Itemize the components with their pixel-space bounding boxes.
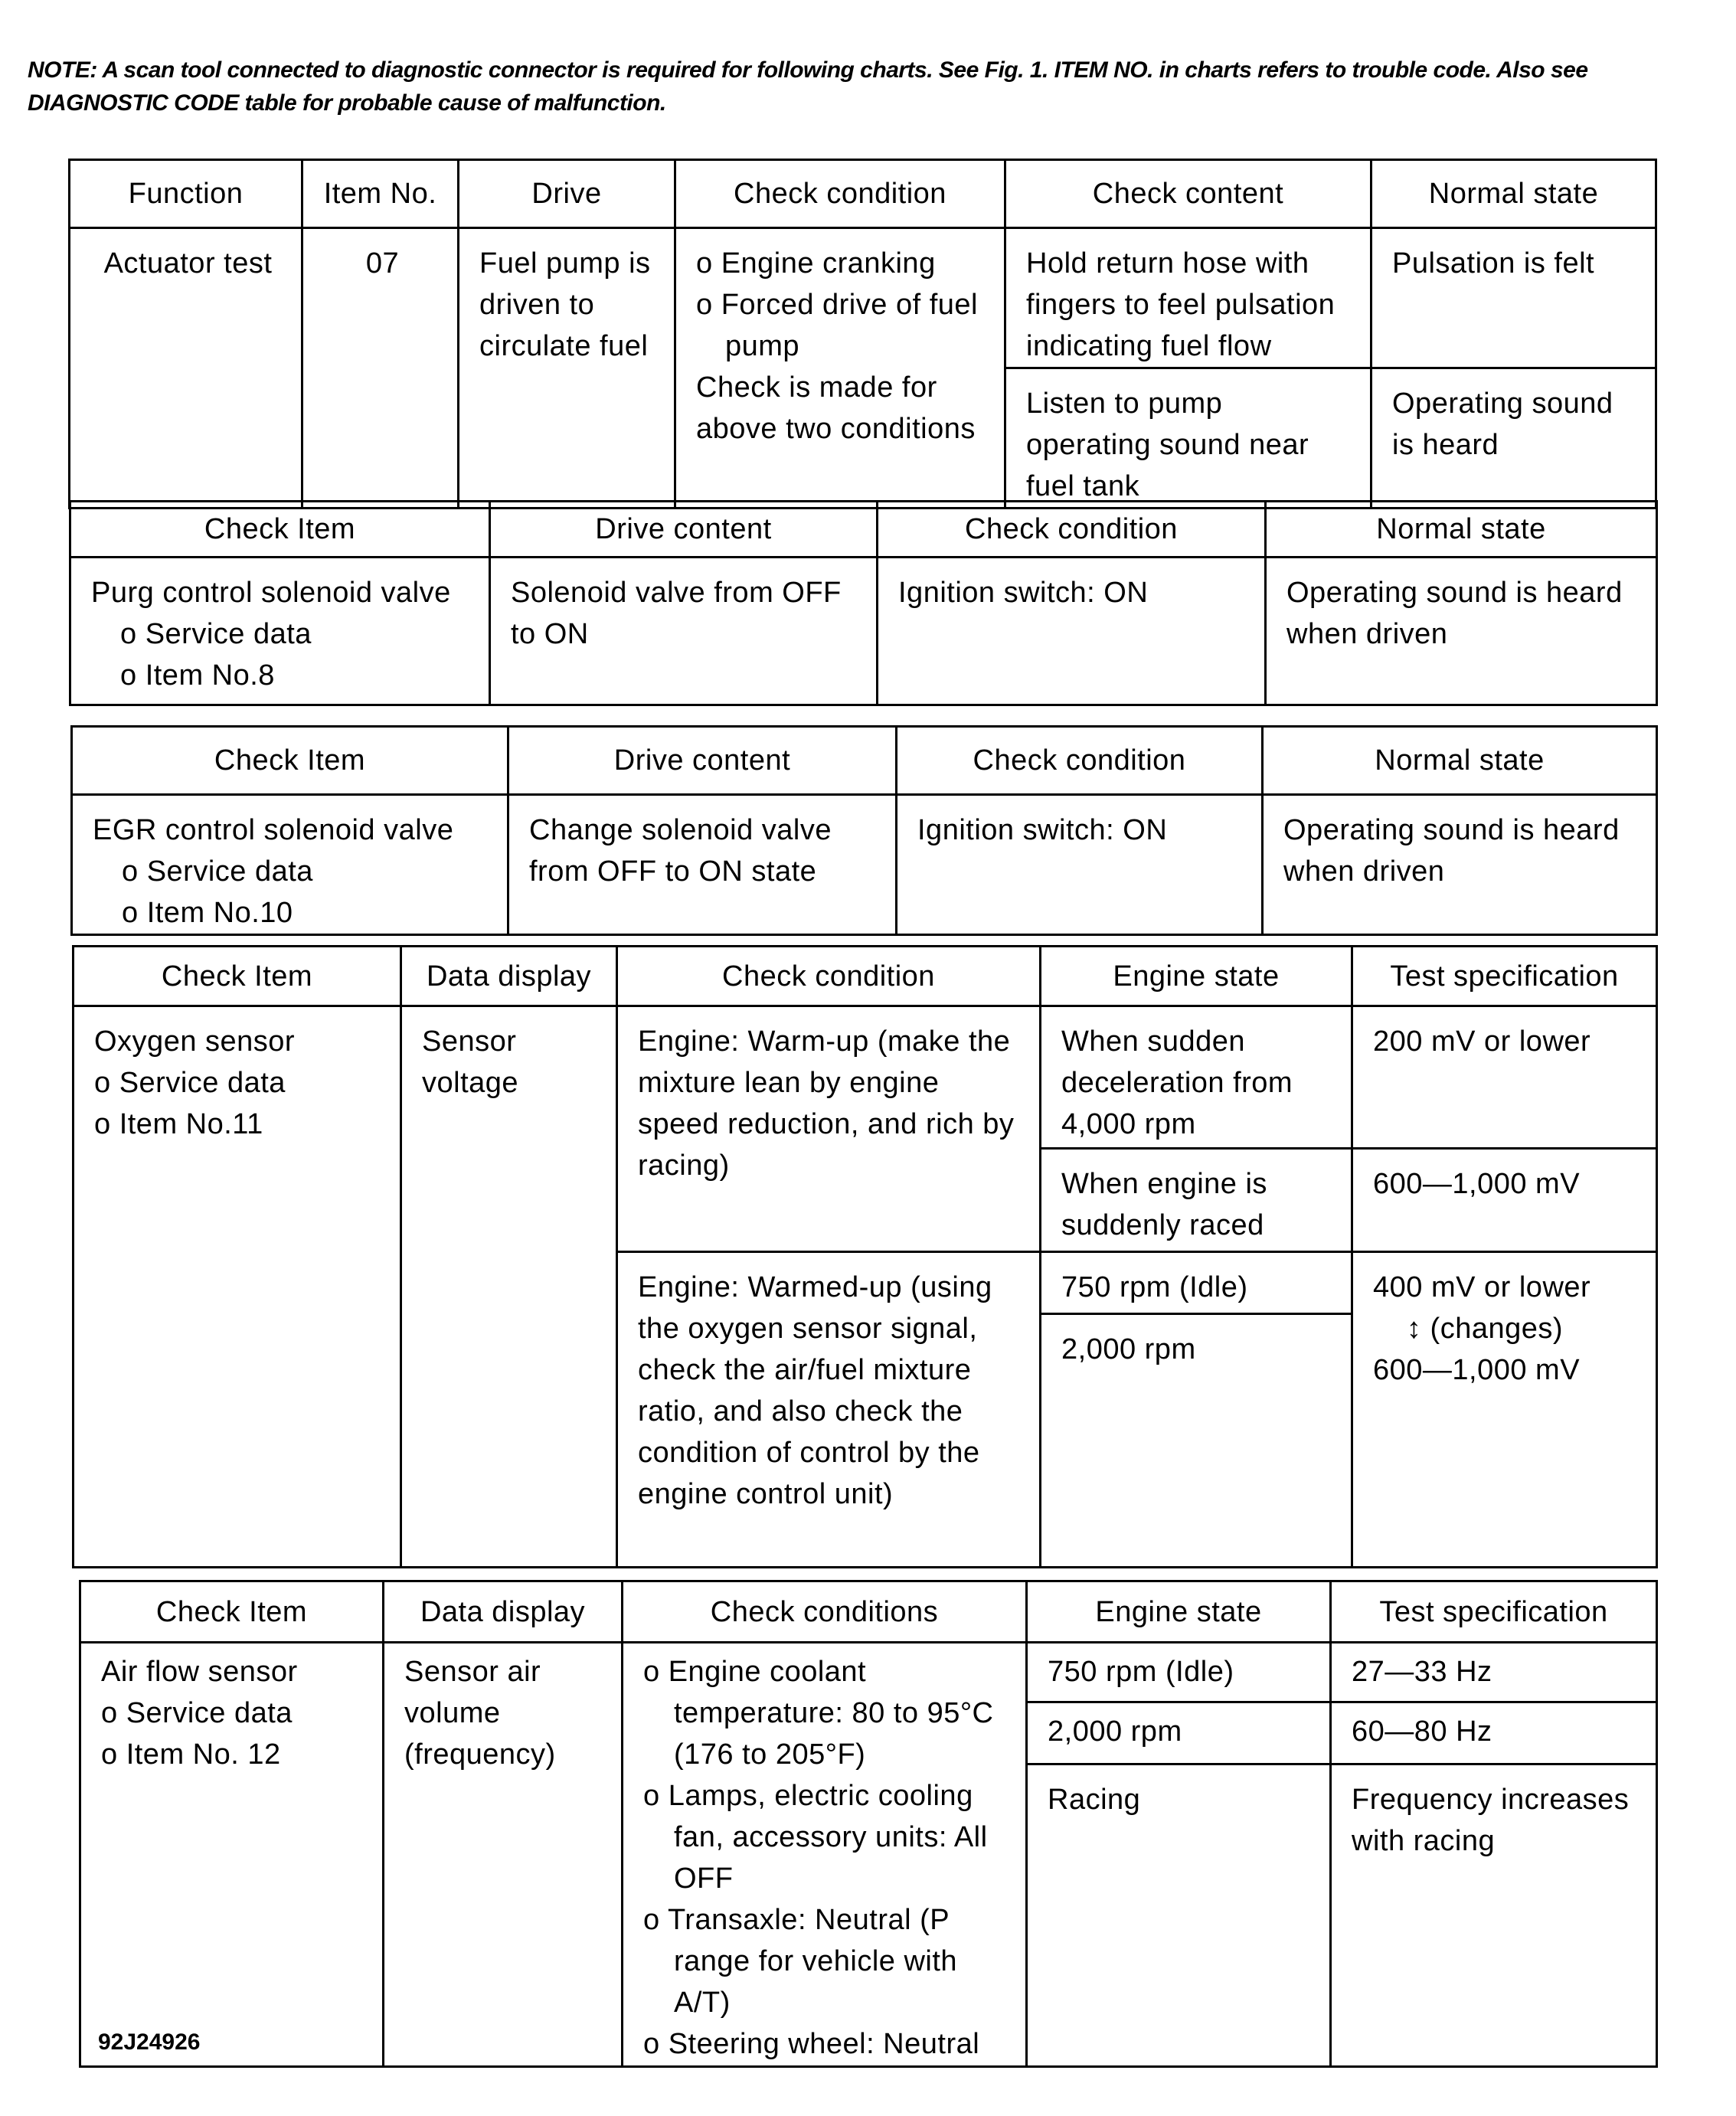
condition-line: o Forced drive of fuel bbox=[696, 289, 978, 321]
function-cell: Actuator test bbox=[70, 228, 302, 509]
engine-state-cell: When sudden deceleration from 4,000 rpm bbox=[1041, 1006, 1352, 1149]
header-test-specification: Test specification bbox=[1331, 1581, 1657, 1643]
header-data-display: Data display bbox=[401, 947, 617, 1006]
check-condition-cell bbox=[675, 228, 1005, 509]
normal-state-cell: Operating sound is heard when driven bbox=[1266, 558, 1657, 705]
item-name: Air flow sensor bbox=[101, 1656, 298, 1688]
engine-state-cell: When engine is suddenly raced bbox=[1041, 1149, 1352, 1252]
check-item-cell bbox=[80, 1643, 384, 2067]
condition-line: o Transaxle: Neutral (P range for vehicle with A/T) bbox=[643, 1904, 958, 2019]
test-spec-cell: Frequency increases with racing bbox=[1331, 1764, 1657, 2067]
check-item-cell bbox=[72, 795, 508, 935]
header-check-condition: Check condition bbox=[675, 160, 1005, 228]
item-sub: o Item No.8 bbox=[120, 659, 275, 692]
item-sub: o Service data bbox=[122, 855, 313, 888]
condition-line: o Lamps, electric cooling fan, accessory units: All OFF bbox=[643, 1780, 988, 1895]
data-display-cell: Sensor voltage bbox=[401, 1006, 617, 1568]
normal-state-cell: Pulsation is felt bbox=[1371, 228, 1656, 368]
spec-line: 600—1,000 mV bbox=[1373, 1354, 1581, 1386]
header-check-item: Check Item bbox=[70, 502, 490, 558]
check-conditions-cell bbox=[623, 1643, 1027, 2067]
check-condition-cell: Ignition switch: ON bbox=[897, 795, 1263, 935]
header-check-condition: Check condition bbox=[617, 947, 1041, 1006]
header-check-content: Check content bbox=[1005, 160, 1371, 228]
header-test-specification: Test specification bbox=[1352, 947, 1657, 1006]
normal-state-cell: Operating sound is heard bbox=[1371, 368, 1656, 509]
test-spec-cell: 27—33 Hz bbox=[1331, 1643, 1657, 1702]
item-sub: o Item No.11 bbox=[94, 1108, 263, 1140]
condition-line: o Engine cranking bbox=[696, 247, 936, 280]
item-no-cell: 07 bbox=[302, 228, 459, 509]
check-item-cell bbox=[74, 1006, 401, 1568]
test-spec-cell: 60—80 Hz bbox=[1331, 1702, 1657, 1764]
item-sub: o Service data bbox=[101, 1697, 293, 1729]
check-content-cell: Hold return hose with fingers to feel pulsation indicating fuel flow bbox=[1005, 228, 1371, 368]
header-check-item: Check Item bbox=[72, 727, 508, 795]
engine-state-cell: 750 rpm (Idle) bbox=[1041, 1252, 1352, 1314]
engine-state-cell: Racing bbox=[1027, 1764, 1331, 2067]
actuator-test-table bbox=[68, 159, 1657, 509]
item-name: EGR control solenoid valve bbox=[93, 814, 454, 846]
header-engine-state: Engine state bbox=[1027, 1581, 1331, 1643]
header-data-display: Data display bbox=[384, 1581, 623, 1643]
header-normal-state: Normal state bbox=[1266, 502, 1657, 558]
header-normal-state: Normal state bbox=[1263, 727, 1657, 795]
air-flow-sensor-table bbox=[79, 1580, 1658, 2068]
test-spec-cell bbox=[1352, 1252, 1657, 1568]
purge-solenoid-table bbox=[69, 500, 1658, 706]
header-function: Function bbox=[70, 160, 302, 228]
egr-solenoid-table bbox=[70, 725, 1658, 936]
spec-line: 400 mV or lower bbox=[1373, 1271, 1591, 1303]
note-text: NOTE: A scan tool connected to diagnostic connector is required for following charts. See Fig. 1. ITEM NO. in charts refers to trouble code. Also see DIAGNOSTIC CODE table for probable cause of malfunction. bbox=[28, 57, 1588, 116]
drive-cell: Fuel pump is driven to circulate fuel bbox=[459, 228, 675, 509]
header-check-item: Check Item bbox=[80, 1581, 384, 1643]
test-spec-cell: 600—1,000 mV bbox=[1352, 1149, 1657, 1252]
check-condition-cell: Ignition switch: ON bbox=[878, 558, 1266, 705]
data-display-cell: Sensor air volume (frequency) bbox=[384, 1643, 623, 2067]
engine-state-cell: 2,000 rpm bbox=[1041, 1314, 1352, 1568]
header-check-condition: Check condition bbox=[878, 502, 1266, 558]
normal-state-cell: Operating sound is heard when driven bbox=[1263, 795, 1657, 935]
item-sub: o Service data bbox=[94, 1067, 286, 1099]
header-item-no: Item No. bbox=[302, 160, 459, 228]
oxygen-sensor-table bbox=[72, 945, 1658, 1568]
check-condition-cell: Engine: Warmed-up (using the oxygen sensor signal, check the air/fuel mixture ratio, and also check the condition of control by the engine control unit) bbox=[617, 1252, 1041, 1568]
check-item-cell bbox=[70, 558, 490, 705]
spec-line: ↕ (changes) bbox=[1407, 1313, 1564, 1345]
engine-state-cell: 750 rpm (Idle) bbox=[1027, 1643, 1331, 1702]
condition-line: pump bbox=[725, 330, 800, 362]
header-check-condition: Check condition bbox=[897, 727, 1263, 795]
check-condition-cell: Engine: Warm-up (make the mixture lean by engine speed reduction, and rich by racing) bbox=[617, 1006, 1041, 1252]
test-spec-cell: 200 mV or lower bbox=[1352, 1006, 1657, 1149]
header-drive-content: Drive content bbox=[490, 502, 878, 558]
header-check-item: Check Item bbox=[74, 947, 401, 1006]
item-sub: o Service data bbox=[120, 618, 312, 650]
condition-line: o Engine coolant temperature: 80 to 95°C (176 to 205°F) bbox=[643, 1656, 994, 1771]
item-name: Oxygen sensor bbox=[94, 1025, 296, 1058]
check-content-cell: Listen to pump operating sound near fuel tank bbox=[1005, 368, 1371, 509]
header-drive: Drive bbox=[459, 160, 675, 228]
condition-line: o Steering wheel: Neutral bbox=[643, 2028, 980, 2060]
figure-code: 92J24926 bbox=[98, 2029, 201, 2055]
header-engine-state: Engine state bbox=[1041, 947, 1352, 1006]
header-normal-state: Normal state bbox=[1371, 160, 1656, 228]
item-sub: o Item No.10 bbox=[122, 897, 293, 929]
item-name: Purg control solenoid valve bbox=[91, 577, 451, 609]
engine-state-cell: 2,000 rpm bbox=[1027, 1702, 1331, 1764]
drive-content-cell: Change solenoid valve from OFF to ON state bbox=[508, 795, 897, 935]
header-drive-content: Drive content bbox=[508, 727, 897, 795]
drive-content-cell: Solenoid valve from OFF to ON bbox=[490, 558, 878, 705]
header-check-conditions: Check conditions bbox=[623, 1581, 1027, 1643]
condition-line: Check is made for above two conditions bbox=[696, 371, 976, 445]
item-sub: o Item No. 12 bbox=[101, 1738, 281, 1771]
